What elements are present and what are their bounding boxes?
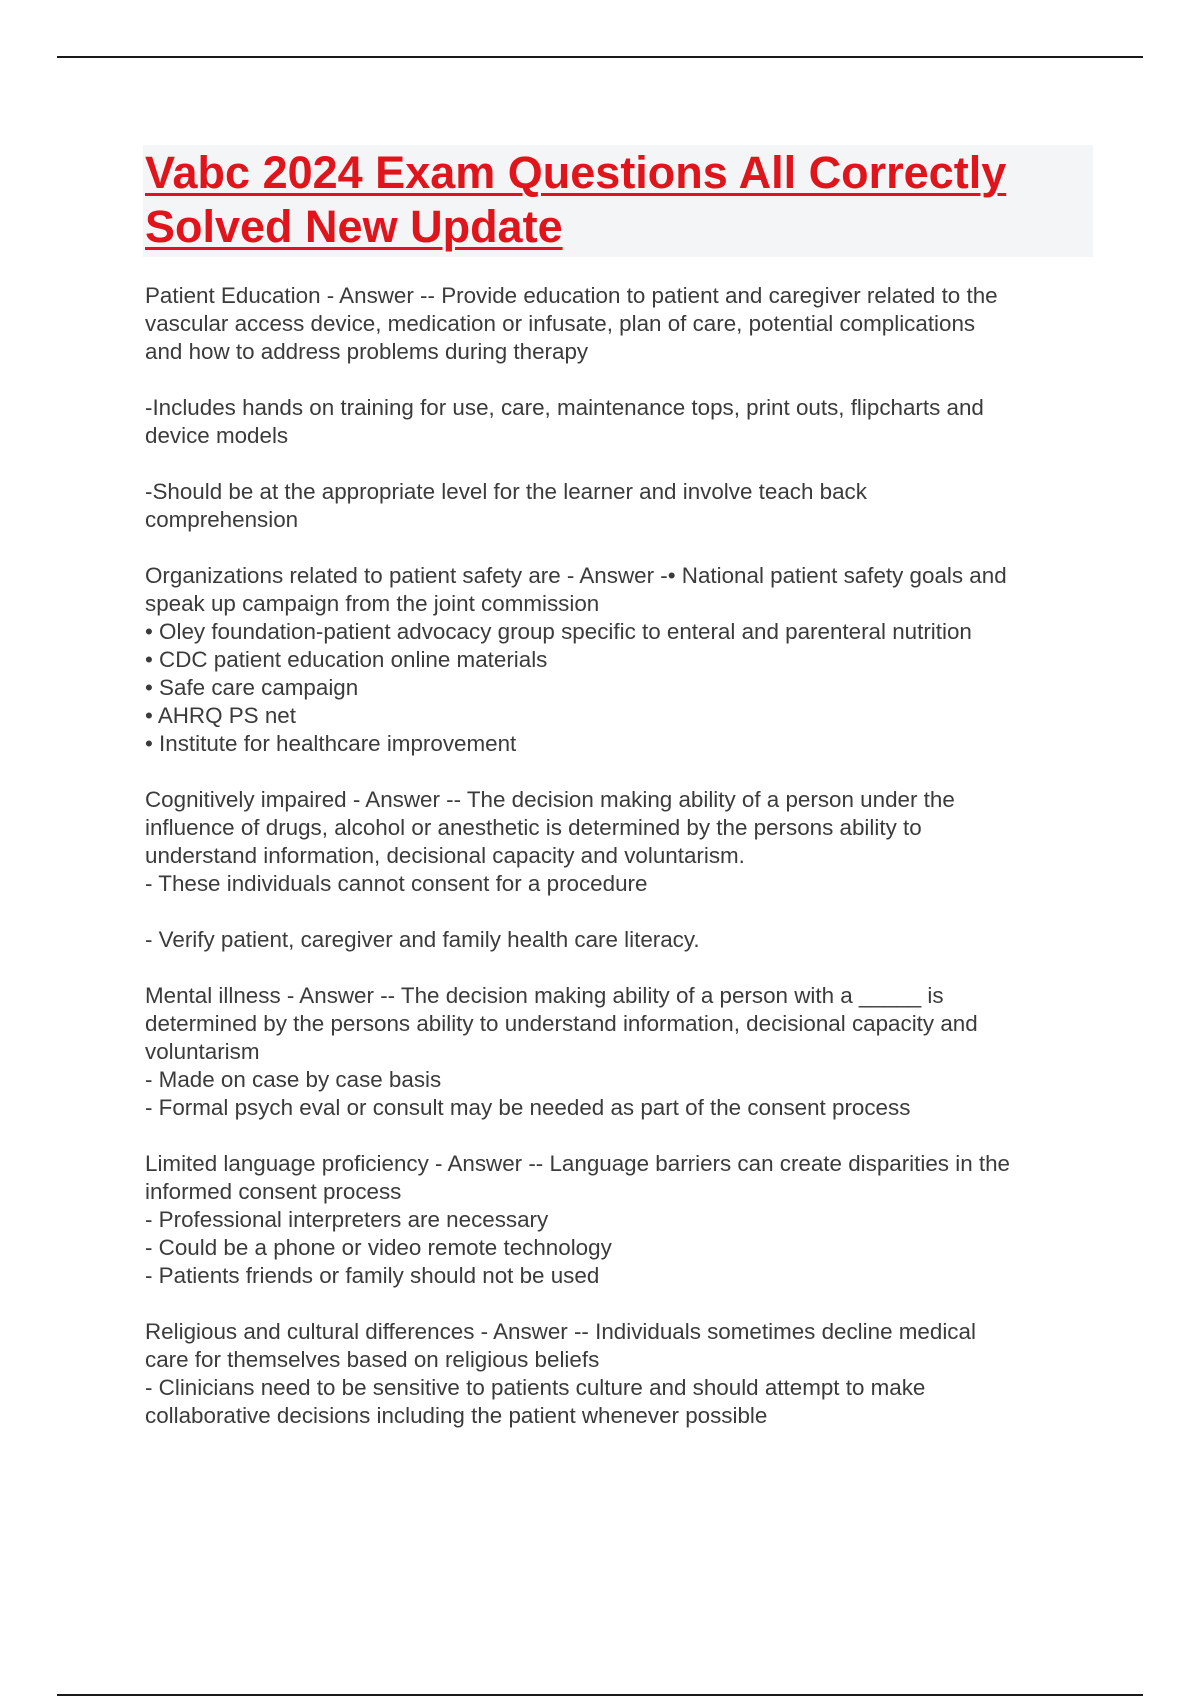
text-line: • Institute for healthcare improvement xyxy=(145,731,517,756)
qa-block xyxy=(145,478,1090,534)
text-line: • CDC patient education online materials xyxy=(145,647,548,672)
text-line: Cognitively impaired - Answer -- The decision making ability of a person under the xyxy=(145,787,955,812)
text-line: vascular access device, medication or infusate, plan of care, potential complications xyxy=(145,311,976,336)
document-title-line-2: Solved New Update xyxy=(145,201,563,252)
text-line: and how to address problems during therapy xyxy=(145,339,589,364)
text-line: - Could be a phone or video remote technology xyxy=(145,1235,612,1260)
qa-block xyxy=(145,394,1090,450)
text-line: Organizations related to patient safety are - Answer -• National patient safety goals and xyxy=(145,563,1007,588)
qa-block xyxy=(145,1318,1090,1430)
text-line: - Formal psych eval or consult may be needed as part of the consent process xyxy=(145,1095,911,1120)
qa-block xyxy=(145,562,1090,758)
text-line: comprehension xyxy=(145,507,299,532)
text-line: -Includes hands on training for use, care, maintenance tops, print outs, flipcharts and xyxy=(145,395,984,420)
text-line: Mental illness - Answer -- The decision making ability of a person with a _____ is xyxy=(145,983,944,1008)
text-line: informed consent process xyxy=(145,1179,402,1204)
text-line: understand information, decisional capacity and voluntarism. xyxy=(145,843,745,868)
text-line: device models xyxy=(145,423,289,448)
document-title xyxy=(145,146,1095,254)
qa-block xyxy=(145,982,1090,1122)
qa-block xyxy=(145,926,1090,954)
text-line: • AHRQ PS net xyxy=(145,703,296,728)
page-top-rule xyxy=(57,56,1143,58)
text-line: collaborative decisions including the patient whenever possible xyxy=(145,1403,768,1428)
text-line: - These individuals cannot consent for a procedure xyxy=(145,871,648,896)
qa-block xyxy=(145,1150,1090,1290)
text-line: • Safe care campaign xyxy=(145,675,359,700)
text-line: voluntarism xyxy=(145,1039,260,1064)
text-line: - Clinicians need to be sensitive to patients culture and should attempt to make xyxy=(145,1375,926,1400)
text-line: • Oley foundation-patient advocacy group specific to enteral and parenteral nutrition xyxy=(145,619,972,644)
qa-block xyxy=(145,282,1090,366)
text-line: Patient Education - Answer -- Provide education to patient and caregiver related to the xyxy=(145,283,998,308)
document-body xyxy=(145,282,1090,1458)
text-line: Limited language proficiency - Answer -- Language barriers can create disparities in the xyxy=(145,1151,1010,1176)
text-line: influence of drugs, alcohol or anesthetic is determined by the persons ability to xyxy=(145,815,922,840)
qa-block xyxy=(145,786,1090,898)
text-line: speak up campaign from the joint commission xyxy=(145,591,600,616)
text-line: - Patients friends or family should not be used xyxy=(145,1263,600,1288)
text-line: - Verify patient, caregiver and family health care literacy. xyxy=(145,927,700,952)
text-line: -Should be at the appropriate level for the learner and involve teach back xyxy=(145,479,867,504)
text-line: - Professional interpreters are necessary xyxy=(145,1207,549,1232)
document-title-line-1: Vabc 2024 Exam Questions All Correctly xyxy=(145,147,1007,198)
page-bottom-rule xyxy=(57,1694,1143,1696)
text-line: - Made on case by case basis xyxy=(145,1067,442,1092)
text-line: care for themselves based on religious beliefs xyxy=(145,1347,600,1372)
text-line: determined by the persons ability to understand information, decisional capacity and xyxy=(145,1011,978,1036)
text-line: Religious and cultural differences - Answer -- Individuals sometimes decline medical xyxy=(145,1319,976,1344)
